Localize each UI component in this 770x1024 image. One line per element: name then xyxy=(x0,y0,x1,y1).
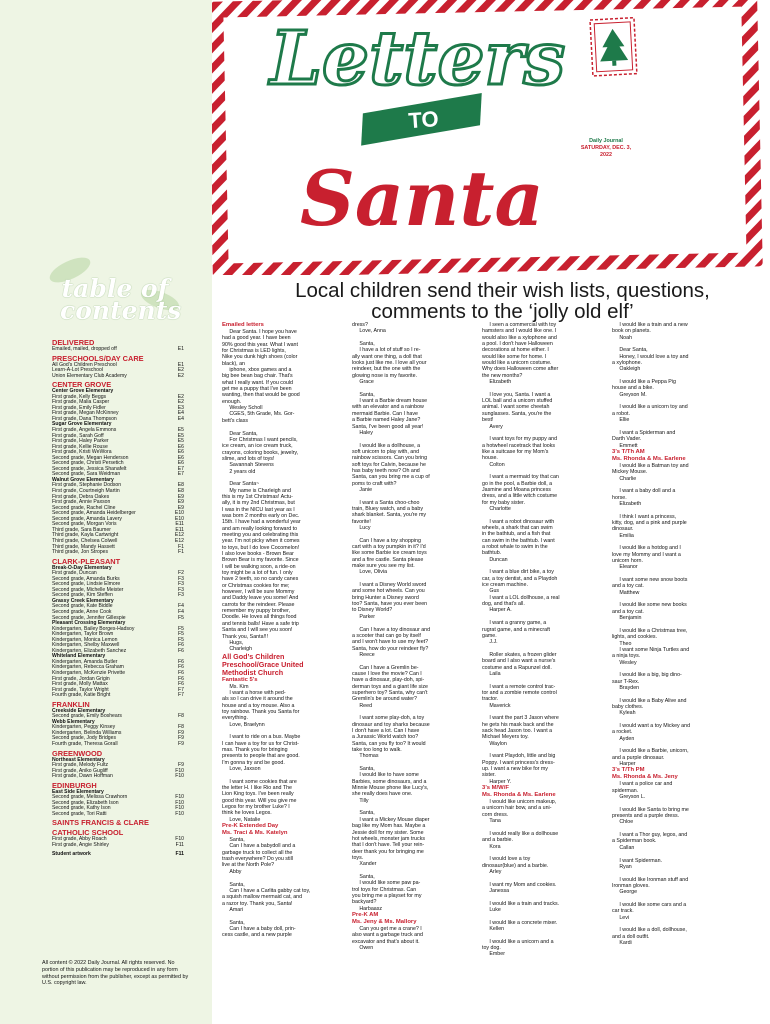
toc-entry-page: F9 xyxy=(178,729,184,736)
letter-text-block: I want a police car and spiderman. Greyson L. I would like Santa to bring me presents and a purple dress. Chloe I want a Thor guy, legos, and a Spiderman book. Callan I want Spiderman. Ryan I would like Ironman stuff and Ironman gloves. George I would like some cars and a car track. Levi I would like a doll, dollhouse, and a doll outfit. Kardi xyxy=(612,781,689,946)
toc-entry-page: F10 xyxy=(175,810,184,817)
toc-entry-page: F6 xyxy=(178,681,184,688)
toc-entry-page: E5 xyxy=(177,438,184,445)
toc-entry-name: First grade, Molly Mattax xyxy=(52,681,108,688)
toc-entry-name: Fourth grade, Theresa Gorall xyxy=(52,741,118,747)
toc-entry-name: Second grade, Emily Boshears xyxy=(52,713,122,720)
toc-entry-page: F10 xyxy=(175,805,184,812)
toc-entry-page: F5 xyxy=(178,636,184,643)
hero-word-letters: Letters xyxy=(270,16,566,102)
toc-entry[interactable] xyxy=(52,374,184,380)
toc-entry-name: First grade, Dana Thompson xyxy=(52,415,117,422)
toc-entry-name: First grade, Aniko Gugliff xyxy=(52,767,108,774)
letter-text-block: Santa, Can I have a babydoll and a garbage truck to collect all the trash everywhere? Do you still live at the North Pole? Abby Santa, Can I have a Carlita gabby cat toy, a squish mallow mermaid cat, and a razor toy. Thank you, Santa! Amari Santa, Can I have a baby doll, prin- cess castle, and a new purple xyxy=(222,837,311,939)
toc-section-heading: FRANKLIN xyxy=(52,699,90,709)
toc-school-heading: Pleasant Crossing Elementary xyxy=(52,620,126,627)
toc-entry-name: First grade, Angela Emmons xyxy=(52,427,117,434)
toc-entry-name: Kindergarten, McKenzie Privette xyxy=(52,669,126,676)
toc-school-heading: Whiteland Elementary xyxy=(52,653,106,660)
toc-entry-page: F10 xyxy=(175,836,184,843)
toc-section-heading: GREENWOOD xyxy=(52,748,103,758)
letter-text-block: I would like unicorn makeup, a unicorn hair bow, and a uni- corn dress. Tana I would really like a dollhouse and a barbie. Kora I would love a toy dinosaur(blue) and a barbie. Arley I want my Mom and cookies. Janessa I would like a train and tracks. Luke I would like a concrete mixer. Kellen I would like a unicorn and a toy dog. Ember xyxy=(482,799,560,958)
publication-date-line1: SATURDAY, DEC. 3, xyxy=(580,145,632,151)
letter-text-block: Dear Santa. I hope you have had a good year. I have been 90% good this year. What I want for Christmas is LED lights, Nike you dunk high shoes (color black), an iphone, xbox games and a big bee bean bag chair. That's what I really want. If you could get me a puppy that I've been wanting, then that would be good enough. Wesley Scholl CGES, 5th Grade, Ms. Gor- bett's class Dear Santa, For Christmas I want pencils, ice cream, an ice cream truck, crayons, coloring books, jewelry, slime, and lots of toys! Savannah Stevens 2 years old Dear Santa~ My name is Charleigh and this is my 1st Christmas! Actu- ally, it is my 2nd Christmas, but I was in the NICU last year as I was born 2 months early on Dec. 15th. I have had a wonderful year and am really looking forward to meeting you and celebrating this year. I'm not picky when it comes to toys, but I do love Cocomelon! I also love books - Brown Bear Brown Bear is my favorite. Since I will be walking soon, a ride-on toy might be a lot of fun. I only have 2 teeth, so no candy canes or Christmas cookies for me; however, I will be sure Mommy and Daddy leave you some! And carrots for the reindeer. Please remember my puppy brother, Doodle. He loves all things food and tennis balls! Have a safe trip Santa and I will see you soon! Thank you, Santa!!! Hugs, Charleigh xyxy=(222,329,301,653)
toc-entry-name: All God’s Children Preschool xyxy=(52,361,117,368)
letter-text-block: dress? Love, Anna Santa, I have a lot of stuff so I re- ally want one thing, a doll that looks just like me. I love all your reindeer, but the one with the glowing nose is my favorite. Grace Santa, I want a Barbie dream house with an elevator and a rainbow mermaid Barbie. Can I have a Barbie named Haley Jane? Santa, I've been good all year! Haley I would like a dollhouse, a soft unicorn to play with, and rainbow scissors. Can you bring soft toys for Calvin, because he has baby teeth now? Oh and Santa, can you bring me a cup of poms to craft with? Janie I want a Santa choo-choo train, Bluey watch, and a baby shark blanket. Santa, you're my favorite! Lucy Can I have a toy shopping cart with a toy pumpkin in it? I'd like some Barbie ice cream toys and a fire castle. Santa please make sure you see my list. Love, Olivia I want a Disney World sword and some hot wheels. Can you bring Hunter a Disney sword too? Santa, have you ever been to Disney World? Parker Can I have a toy dinosaur and a scooter that can go by itself and I won't have to use my feet? Santa, how do your reindeer fly? Reece Can I have a Gremlin be- cause I love the movie? Can I have a dinosaur, play-doh, spi- derman toys and a giant life size superhero toy? Santa, why can't Gremlin's be around water? Reed I want some play-doh, a toy dinosaur and toy sharks because I don't have a lot. Can I have a Jurassic World watch too? Santa, can you fly too? It would take too long to walk. Thomas Santa, I would like to have some Barbies, some dinosaurs, and a Minnie Mouse phone like Lucy's, she really does have one. Tilly Santa, I want a Mickey Mouse diaper bag like my Mom has. Maybe a Jessie doll for my sister. Some hot wheels, monster jam trucks that I don't have. Tell your rein- deer thank you for bringing me toys. Xander Santa, I would like some paw pa- trol toys for Christmas. Can you bring me a playset for my backyard? Harbaasz xyxy=(352,322,431,912)
toc-entry-name: Second grade, Christi Persetich xyxy=(52,460,124,467)
toc-entry-name: Kindergarten, Elizabeth Sanchez xyxy=(52,647,127,654)
toc-entry-page: E2 xyxy=(177,393,184,400)
toc-entry-page: E8 xyxy=(177,488,184,495)
toc-entry-name: Second grade, Kim Steffen xyxy=(52,592,113,599)
toc-entry-page: E2 xyxy=(177,372,184,379)
toc-entry-name: Second grade, Amanda Heidelberger xyxy=(52,510,136,517)
toc-entry-page: F3 xyxy=(178,592,184,599)
toc-entry-name: First grade, Emily Fidler xyxy=(52,404,106,411)
toc-entry-name: Third grade, Kayla Cartwright xyxy=(52,532,119,539)
toc-entry-page: E6 xyxy=(177,443,184,450)
toc-entry-page: E1 xyxy=(177,361,184,368)
toc-entry[interactable] xyxy=(52,693,184,699)
toc-entry-name: Third grade, Jon Stropes xyxy=(52,549,109,556)
toc-entry-page: F3 xyxy=(178,586,184,593)
toc-entry-name: First grade, Abby Roach xyxy=(52,836,107,843)
toc-entry-name: First grade, Kelly Beggs xyxy=(52,393,107,400)
toc-entry-name: Fourth grade, Katie Bright xyxy=(52,692,111,699)
toc-section-heading: DELIVERED xyxy=(52,338,95,347)
toc-entry-page: E10 xyxy=(174,510,184,517)
toc-entry-page: E9 xyxy=(177,499,184,506)
toc-section-heading: EDINBURGH xyxy=(52,780,97,790)
class-heading: 3’s T/Th AM Ms. Rhonda & Ms. Earlene xyxy=(612,448,686,462)
toc-entry-page: F3 xyxy=(178,575,184,582)
letter-text-block: Ms. Kim I want a horse with ped- als so I can drive it around the house and a toy mouse. Also a toy rainbow. Thank you Santa for everything. Love, Braelynn I want to ride on a bus. Maybe I can have a toy for us for Christ- mas. Thank you for bringing presents to people that are good. I'm gonna try and be good. Love, Jaxson I want some cookies that are the letter H. I like Rio and The Lion King toys. I've been really good this year. Will you give me Legos for my brother Luke? I think he loves Legos. Love, Natalie xyxy=(222,683,301,823)
toc-entry-page: E7 xyxy=(177,471,184,478)
toc-entry-name: First grade, Angie Shirley xyxy=(52,842,109,849)
toc-entry-name: Third grade, Mandy Hassett xyxy=(52,543,115,550)
toc-entry-page: E5 xyxy=(177,432,184,439)
toc-school-heading: Northeast Elementary xyxy=(52,756,105,763)
toc-entry[interactable] xyxy=(52,852,184,858)
toc-entry-name: Second grade, Tori Ratti xyxy=(52,810,107,817)
toc-entry-name: Kindergarten, Rebecca Graham xyxy=(52,664,124,671)
toc-school-heading: East Side Elementary xyxy=(52,788,104,795)
toc-entry-page: F1 xyxy=(178,549,184,556)
toc-entry[interactable] xyxy=(52,812,184,818)
toc-school-heading: Creekside Elementary xyxy=(52,707,106,714)
toc-entry-page: E9 xyxy=(177,493,184,500)
toc-entry-page: F10 xyxy=(175,773,184,780)
christmas-tree-stamp xyxy=(590,18,637,76)
toc-entry-name: First grade, Malia Casper xyxy=(52,399,110,406)
class-heading: Fantastic 5’s xyxy=(222,676,258,683)
letters-column-4 xyxy=(612,322,736,1022)
toc-entry-name: First grade, Courtneigh Martin xyxy=(52,488,120,495)
publication-date-line2: 2022 xyxy=(600,152,612,158)
toc-entry-page: E11 xyxy=(175,526,184,533)
toc-entry-name: Second grade, Kathy Ison xyxy=(52,805,111,812)
letter-text-block: I would like a train and a new book on planets. Noah Dear Santa, Honey, I would love a toy and a xylophone. Oakleigh I would like a Peppa Pig house and a bike. Greyson M. I would like a unicorn toy and a robot. Ellie I want a Spiderman and Darth Vader. Emmett xyxy=(612,322,689,449)
toc-entry-name: First grade, Haley Parker xyxy=(52,438,109,445)
toc-entry-name: Second grade, Jessica Shanafelt xyxy=(52,465,127,472)
toc-entry-name: First grade, Kellie Rouse xyxy=(52,443,108,450)
letter-text-block: Can you get me a crane? I also want a garbage truck and excavator and that's about it. Owen xyxy=(352,925,423,951)
toc-entry[interactable] xyxy=(52,742,184,748)
toc-school-heading: Webb Elementary xyxy=(52,718,95,725)
toc-entry-name: Second grade, Morgan Voris xyxy=(52,521,117,528)
toc-entry-page: F7 xyxy=(178,692,184,699)
toc-section-heading: CATHOLIC SCHOOL xyxy=(52,828,124,838)
toc-entry-page: E3 xyxy=(177,404,184,411)
toc-entry-page: F5 xyxy=(178,631,184,638)
toc-entry-page: E6 xyxy=(177,460,184,467)
toc-entry-page: E9 xyxy=(177,504,184,511)
toc-entry-name: Second grade, Kate Biddle xyxy=(52,603,113,610)
toc-entry-name: Second grade, Jody Bridges xyxy=(52,735,116,742)
toc-entry-name: First grade, Stephanie Dodson xyxy=(52,482,122,489)
toc-entry-page: E5 xyxy=(177,427,184,434)
toc-entry-page: F9 xyxy=(178,741,184,747)
toc-entry-page: E6 xyxy=(177,454,184,461)
toc-entry-page: F6 xyxy=(178,669,184,676)
toc-entry-name: Kindergarten, Monica Lemon xyxy=(52,636,118,643)
toc-entry-name: Emailed, mailed, dropped off xyxy=(52,346,117,352)
class-heading: Emailed letters xyxy=(222,322,264,328)
toc-entry-name: Kindergarten, Bailey Borges-Hadsoy xyxy=(52,625,135,632)
toc-entry-page: E7 xyxy=(177,465,184,472)
toc-entry-name: Second grade, Megan Henderson xyxy=(52,454,129,461)
toc-entry-page: F8 xyxy=(178,724,184,731)
letters-to-santa-banner xyxy=(212,0,770,275)
toc-entry-page: E10 xyxy=(174,515,184,522)
toc-entry-page: E8 xyxy=(177,482,184,489)
toc-school-heading: Walnut Grove Elementary xyxy=(52,476,114,483)
toc-entry-page: E4 xyxy=(177,410,184,417)
toc-entry-page: F8 xyxy=(178,713,184,720)
toc-entry-name: First grade, Duncan xyxy=(52,570,97,577)
toc-entry-page: F11 xyxy=(175,842,184,849)
letters-column-3 xyxy=(482,322,600,1022)
class-heading: Pre-K Extended Day Ms. Traci & Ms. Katelyn xyxy=(222,823,288,837)
hero-word-santa: Santa xyxy=(300,154,544,243)
toc-entry-name: Third grade, Sara Baumer xyxy=(52,526,111,533)
toc-entry-name: First grade, Kristi WeWora xyxy=(52,449,112,456)
toc-entry-page: E2 xyxy=(177,367,184,374)
class-heading: Pre-K AM Ms. Jeny & Ms. Mallory xyxy=(352,911,417,925)
copyright-notice: All content © 2022 Daily Journal. All rights reserved. No portion of this publication may be reproduced in any form without permission from the publisher, except as permitted by U.S. copyright law. xyxy=(42,960,189,987)
toc-entry-name: Second grade, Rachel Cline xyxy=(52,504,116,511)
toc-entry-name: Second grade, Amanda Burks xyxy=(52,575,120,582)
letter-text-block: I seen a commercial with toy hamsters and I would like one. I would also like a xylophone and a pool. I don't have Halloween decorations at home either. I would like some for home. I would like a unicorn costume. Why does Halloween come after the new months? Elizabeth I love you, Santa. I want a LOL ball and a unicorn stuffed animal. I want some cheetah sunglasses. Santa, you're the best! Avery I want toys for my puppy and a hotwheel racetrack that looks like a suitcase for my Mom's house. Colton I want a mermaid toy that can go in the pool, a Barbie doll, a Jasmine and Moana princess dress, and a little witch costume for my baby sister. Charlotte I want a robot dinosaur with wheels, a shark that can swim in the bathtub, and a fish that can swim in the bathtub. I want a robot whale to swim in the bathtub. Duncan I want a blue dirt bike, a toy car, a toy dentist, and a Playdoh ice cream machine. Gus I want a LOL dollhouse, a real dog, and that's all. Harper A. I want a granny game, a rugrat game, and a minecraft game. J.J. Roller skates, a frozen glider board and I also want a nurse's costume and a Rapunzel doll. Laila I want a remote control trac- tor and a zombie remote control tractor. Maverick I want the part 3 Jason where he gets his mask back and the sack head Jason too. I want a Michael Meyers toy. Waylon I want Playdoh, little and big Poppy. I want princess's dress- up. I want a new bike for my sister. Harper Y. xyxy=(482,322,560,785)
toc-section-heading: PRESCHOOLS/DAY CARE xyxy=(52,353,144,363)
toc-entry-name: Second grade, Amanda Lavery xyxy=(52,515,122,522)
letters-column-2 xyxy=(352,322,470,1022)
toc-list xyxy=(52,337,184,857)
santa-lettering xyxy=(300,154,544,243)
toc-entry-page: F10 xyxy=(175,794,184,801)
toc-entry-name: Second grade, Jennifer Gillespie xyxy=(52,614,126,621)
letters-column-1 xyxy=(222,322,340,1022)
toc-entry-name: Kindergarten, Belinda Williams xyxy=(52,729,122,736)
toc-entry-name: First grade, Taylor Wright xyxy=(52,686,109,693)
hero-word-to: TO xyxy=(407,106,440,134)
toc-entry-page: E6 xyxy=(177,449,184,456)
toc-title-line2: contents xyxy=(60,296,182,325)
toc-entry-page: E12 xyxy=(174,537,184,544)
publication-info xyxy=(566,138,646,159)
toc-entry-name: Second grade, Anne Cook xyxy=(52,608,112,615)
toc-school-heading: Sugar Grove Elementary xyxy=(52,421,112,428)
toc-school-heading: Grassy Creek Elementary xyxy=(52,597,114,604)
toc-entry-page: F2 xyxy=(178,570,184,577)
toc-title xyxy=(60,274,182,325)
toc-entry-page: F6 xyxy=(178,658,184,665)
class-heading: 3’s T/Th PM Ms. Rhonda & Ms. Jeny xyxy=(612,767,678,781)
toc-entry-name: First grade, Debra Oakes xyxy=(52,493,110,500)
class-heading: All God’s Children Preschool/Grace United Methodist Church xyxy=(222,651,304,677)
letters-lettering xyxy=(268,16,565,102)
toc-entry-page: E11 xyxy=(175,521,184,528)
toc-entry-page: F10 xyxy=(175,767,184,774)
toc-entry-name: First grade, Jordan Grigin xyxy=(52,675,110,682)
publisher-name: Daily Journal xyxy=(589,138,623,144)
toc-entry-name: Second grade, Lindsie Elmore xyxy=(52,581,121,588)
toc-entry-page: F11 xyxy=(175,850,184,857)
toc-entry-name: Second grade, Michelle Meister xyxy=(52,586,124,593)
toc-entry-name: Student artwork xyxy=(52,850,91,857)
toc-entry-page: F1 xyxy=(178,543,184,550)
banner-art xyxy=(212,0,770,275)
toc-entry-name: Second grade, Sara Weidman xyxy=(52,471,121,478)
toc-entry-page: E2 xyxy=(177,399,184,406)
toc-section-heading: CLARK-PLEASANT xyxy=(52,556,121,566)
toc-entry-name: First grade, Dawn Hoffman xyxy=(52,773,113,780)
letter-text-block: I would like a Batman toy and Mickey Mouse. Charlie I want a baby doll and a horse. Elizabeth I think I want a princess, kitty, dog, and a pink and purple dinosaur. Emilia I would like a hotdog and I love my Mommy and I want a unicorn horn. Eleanor I want some new snow boots and a toy cat. Matthew I would like some new books and a toy cat. Benjamin I would like a Christmas tree, lights, and cookies. Theo I want some Ninja Turtles and a ninja toys. Wesley I would like a big, big dino- saur T-Rex. Brayden I would like a Baby Alive and baby clothes. Kyleah I would want a toy Mickey and a rocket. Ayden I would like a Barbie, unicorn, and a purple dinosaur. Harper xyxy=(612,462,691,768)
toc-entry-name: Kindergarten, Amanda Butler xyxy=(52,658,118,665)
toc-entry-name: Kindergarten, Peggy Kinsey xyxy=(52,724,116,731)
toc-entry-page: F5 xyxy=(178,625,184,632)
table-of-contents-sidebar xyxy=(0,0,212,1024)
toc-entry-page: F6 xyxy=(178,664,184,671)
toc-entry-name: First grade, Annie Paxson xyxy=(52,499,111,506)
toc-section-heading: SAINTS FRANCIS & CLARE xyxy=(52,818,149,828)
toc-entry-page: E4 xyxy=(177,415,184,422)
toc-entry-name: Third grade, Chelsea Colwell xyxy=(52,537,118,544)
toc-entry-name: First grade, Megan McKinney xyxy=(52,410,119,417)
toc-school-heading: Break-O-Day Elementary xyxy=(52,564,112,571)
class-heading: 3’s M/W/F Ms. Rhonda & Ms. Earlene xyxy=(482,785,556,799)
toc-entry-page: F4 xyxy=(178,603,184,610)
toc-entry-page: F6 xyxy=(178,647,184,654)
toc-entry[interactable] xyxy=(52,550,184,556)
toc-entry-name: First grade, Sarah Goff xyxy=(52,432,104,439)
toc-entry-name: Kindergarten, Taylor Brown xyxy=(52,631,114,638)
toc-entry-name: Second grade, Melissa Crawhorn xyxy=(52,794,128,801)
toc-entry-page: F6 xyxy=(178,642,184,649)
toc-entry-name: Learn-A-Lot Preschool xyxy=(52,367,103,374)
toc-entry-page: F10 xyxy=(175,799,184,806)
toc-entry-page: E12 xyxy=(174,532,184,539)
toc-entry[interactable] xyxy=(52,347,184,353)
toc-entry-page: F5 xyxy=(178,614,184,621)
toc-school-heading: Center Grove Elementary xyxy=(52,388,114,395)
toc-entry-name: First grade, Melody Fultz xyxy=(52,762,109,769)
toc-section-heading: CENTER GROVE xyxy=(52,380,112,390)
toc-entry-page: F6 xyxy=(178,675,184,682)
toc-entry-page: F9 xyxy=(178,735,184,742)
toc-entry-page: F3 xyxy=(178,581,184,588)
toc-title-line1: table of xyxy=(61,274,169,303)
toc-entry-name: Union Elementary Club Academy xyxy=(52,372,127,379)
toc-entry-name: Second grade, Elizabeth Ison xyxy=(52,799,119,806)
toc-entry-page: F4 xyxy=(178,608,184,615)
toc-entry-page: E1 xyxy=(177,346,184,352)
toc-entry-page: F7 xyxy=(178,686,184,693)
headline: Local children send their wish lists, questions, comments to the ‘jolly old elf’ xyxy=(295,279,710,323)
toc-entry-name: Kindergarten, Shelby Maxwell xyxy=(52,642,120,649)
toc-entry[interactable] xyxy=(52,774,184,780)
toc-entry-page: F9 xyxy=(178,762,184,769)
